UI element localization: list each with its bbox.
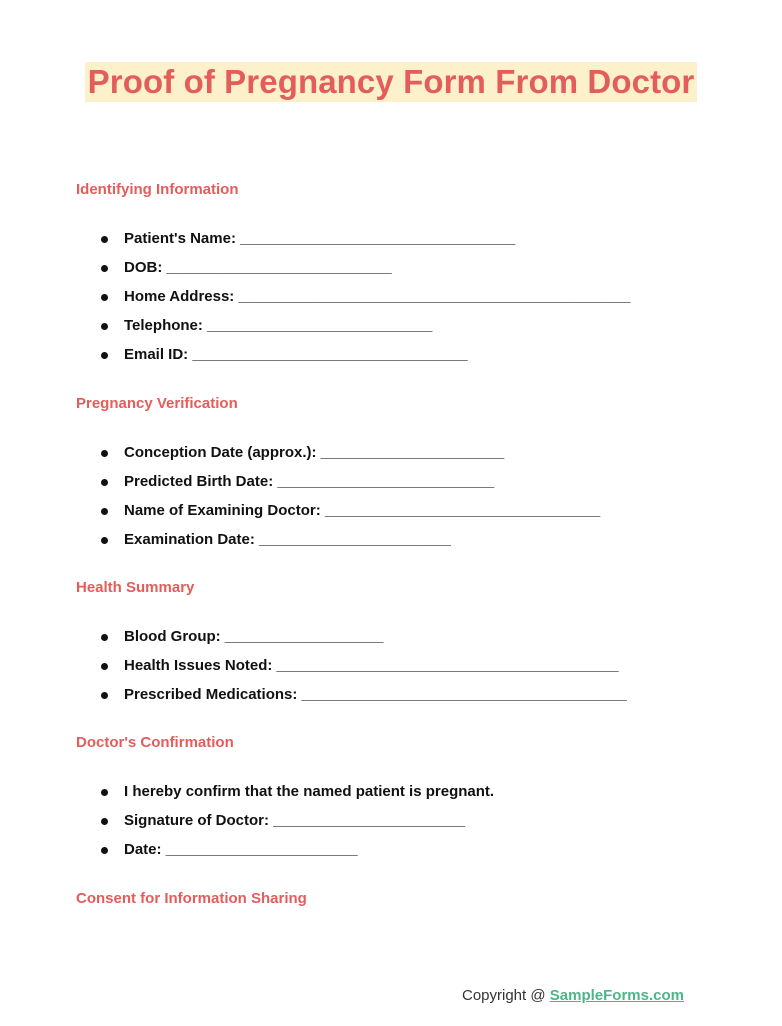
list-item: [76, 656, 716, 676]
field-patient-name: Patient's Name: _________________________________: [124, 230, 516, 247]
list-item: [76, 229, 716, 249]
confirmation-statement: I hereby confirm that the named patient is pregnant.: [124, 783, 495, 800]
section-heading: Doctor's Confirmation: [76, 734, 234, 751]
section-heading: Pregnancy Verification: [76, 395, 238, 412]
bullet-icon: [101, 847, 108, 854]
list-item: [76, 472, 716, 492]
field-dob: DOB: ___________________________: [124, 259, 392, 276]
field-examining-doctor: Name of Examining Doctor: _________________________________: [124, 502, 601, 519]
brand-link[interactable]: SampleForms.com: [549, 987, 684, 1004]
bullet-icon: [101, 323, 108, 330]
bullet-icon: [101, 508, 108, 515]
field-conception-date: Conception Date (approx.): ______________________: [124, 444, 505, 461]
list-item: [76, 811, 716, 831]
list-item: [76, 685, 716, 705]
field-doctor-signature: Signature of Doctor: _______________________: [124, 812, 466, 829]
field-email-id: Email ID: _________________________________: [124, 346, 468, 363]
field-list: [76, 443, 716, 550]
list-item: [76, 782, 716, 802]
section-heading: Health Summary: [76, 579, 195, 596]
list-item: [76, 501, 716, 521]
bullet-icon: [101, 537, 108, 544]
list-item: [76, 345, 716, 365]
field-health-issues: Health Issues Noted: _________________________________________: [124, 657, 619, 674]
list-item: [76, 258, 716, 278]
section-heading: Consent for Information Sharing: [76, 890, 307, 907]
bullet-icon: [101, 352, 108, 359]
section-consent: [76, 889, 716, 909]
list-item: [76, 316, 716, 336]
list-item: [76, 840, 716, 860]
bullet-icon: [101, 663, 108, 670]
copyright-footer: [462, 986, 684, 1006]
field-list: [76, 229, 716, 365]
section-health-summary: [76, 578, 716, 714]
bullet-icon: [101, 236, 108, 243]
field-list: [76, 782, 716, 860]
field-prescribed-medications: Prescribed Medications: _______________________________________: [124, 686, 627, 703]
list-item: [76, 287, 716, 307]
list-item: [76, 530, 716, 550]
bullet-icon: [101, 294, 108, 301]
section-heading: Identifying Information: [76, 181, 239, 198]
bullet-icon: [101, 789, 108, 796]
copyright-text: Copyright @: [462, 987, 550, 1004]
field-home-address: Home Address: _______________________________________________: [124, 288, 631, 305]
section-pregnancy-verification: [76, 394, 716, 559]
section-identifying-information: [76, 180, 716, 374]
list-item: [76, 627, 716, 647]
bullet-icon: [101, 265, 108, 272]
bullet-icon: [101, 692, 108, 699]
field-date: Date: _______________________: [124, 841, 358, 858]
bullet-icon: [101, 634, 108, 641]
page-title: Proof of Pregnancy Form From Doctor: [85, 62, 698, 102]
section-doctors-confirmation: [76, 733, 716, 869]
field-list: [76, 627, 716, 705]
field-blood-group: Blood Group: ___________________: [124, 628, 384, 645]
bullet-icon: [101, 479, 108, 486]
title-container: [0, 62, 782, 102]
list-item: [76, 443, 716, 463]
field-telephone: Telephone: ___________________________: [124, 317, 433, 334]
bullet-icon: [101, 450, 108, 457]
field-examination-date: Examination Date: _______________________: [124, 531, 451, 548]
bullet-icon: [101, 818, 108, 825]
field-predicted-birth-date: Predicted Birth Date: __________________________: [124, 473, 495, 490]
